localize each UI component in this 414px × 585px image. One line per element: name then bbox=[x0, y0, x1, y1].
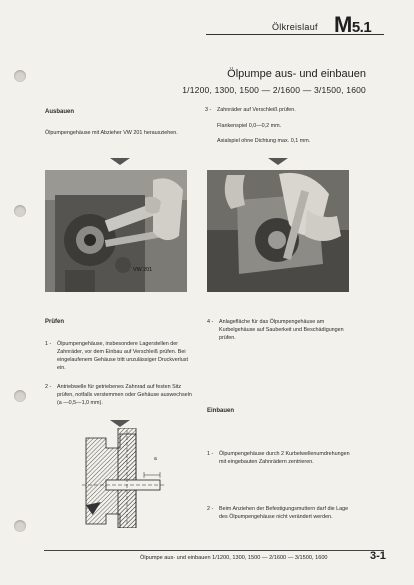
step-number: 4 - bbox=[207, 319, 214, 325]
section-code-major: M bbox=[334, 12, 352, 37]
footer-text: Ölpumpe aus- und einbauen 1/1200, 1300, 1500 — 2/1600 — 3/1500, 1600 bbox=[140, 555, 328, 561]
step-number: 3 - bbox=[205, 107, 212, 113]
photo-gear-check bbox=[207, 170, 349, 292]
dimension-label-a: a bbox=[154, 456, 157, 462]
einbauen-step-2 bbox=[207, 505, 357, 531]
axial-clearance: Axialspiel ohne Dichtung max. 0,1 mm. bbox=[217, 138, 311, 144]
step-number: 1 - bbox=[45, 341, 52, 347]
punch-hole bbox=[14, 520, 26, 532]
arrow-down-icon bbox=[110, 420, 130, 427]
tool-label: VW 201 bbox=[133, 267, 153, 273]
page-number: 3-1 bbox=[370, 550, 386, 562]
section-code-minor: 5.1 bbox=[351, 19, 372, 36]
section-name: Ölkreislauf bbox=[272, 22, 318, 32]
heading-pruefen: Prüfen bbox=[45, 319, 65, 325]
step-text: Beim Anziehen der Befestigungsmuttern darf die Lage des Ölpumpengehäuse nicht verändert werden. bbox=[219, 506, 349, 521]
photo-pump-removal bbox=[45, 170, 187, 292]
step-number: 1 - bbox=[207, 451, 214, 457]
footer-rule bbox=[44, 550, 384, 551]
flank-clearance: Flankenspiel 0,0—0,2 mm. bbox=[217, 123, 282, 129]
heading-ausbauen: Ausbauen bbox=[45, 109, 75, 115]
step-text: Zahnräder auf Verschleiß prüfen. bbox=[217, 107, 296, 113]
einbauen-step-1 bbox=[207, 450, 357, 476]
step-text: Anlagefläche für das Ölpumpengehäuse am Kurbelgehäuse auf Sauberkeit und Beschädigungen prüfen. bbox=[219, 319, 344, 342]
header-rule bbox=[206, 34, 384, 35]
punch-hole bbox=[14, 205, 26, 217]
punch-hole bbox=[14, 390, 26, 402]
arrow-down-icon bbox=[110, 158, 130, 165]
step-text: Ölpumpengehäuse durch 2 Kurbelwellenumdrehungen mit eingebauten Zahnrädern zentrieren. bbox=[219, 451, 350, 466]
step-number: 2 - bbox=[207, 506, 214, 512]
pruefen-step-2 bbox=[45, 383, 195, 409]
punch-hole bbox=[14, 70, 26, 82]
pruefen-step-1 bbox=[45, 340, 195, 374]
page-subtitle: 1/1200, 1300, 1500 — 2/1600 — 3/1500, 1600 bbox=[182, 85, 366, 95]
step-number: 2 - bbox=[45, 384, 52, 390]
check-step-4 bbox=[207, 318, 357, 344]
step-text: Ölpumpengehäuse, insbesondere Lagerstellen der Zahnräder, vor dem Einbau auf Verschleiß prüfen. Bei eingelaufenem Gehäuse tritt unzulässiger Druckverlust ein. bbox=[57, 341, 188, 372]
heading-einbauen: Einbauen bbox=[207, 408, 235, 414]
check-step-3 bbox=[205, 106, 375, 116]
engine-photo-illustration bbox=[45, 170, 187, 292]
page-title: Ölpumpe aus- und einbauen bbox=[227, 68, 366, 80]
arrow-down-icon bbox=[268, 158, 288, 165]
step-text: Antriebwelle für getriebenes Zahnrad auf festen Sitz prüfen, notfalls verstemmen oder Gehäuse auswechseln (a —0,5—1,0 mm). bbox=[57, 384, 192, 407]
ausbauen-text: Ölpumpengehäuse mit Abzieher VW 201 herausziehen. bbox=[45, 130, 178, 136]
gear-check-illustration bbox=[207, 170, 349, 292]
